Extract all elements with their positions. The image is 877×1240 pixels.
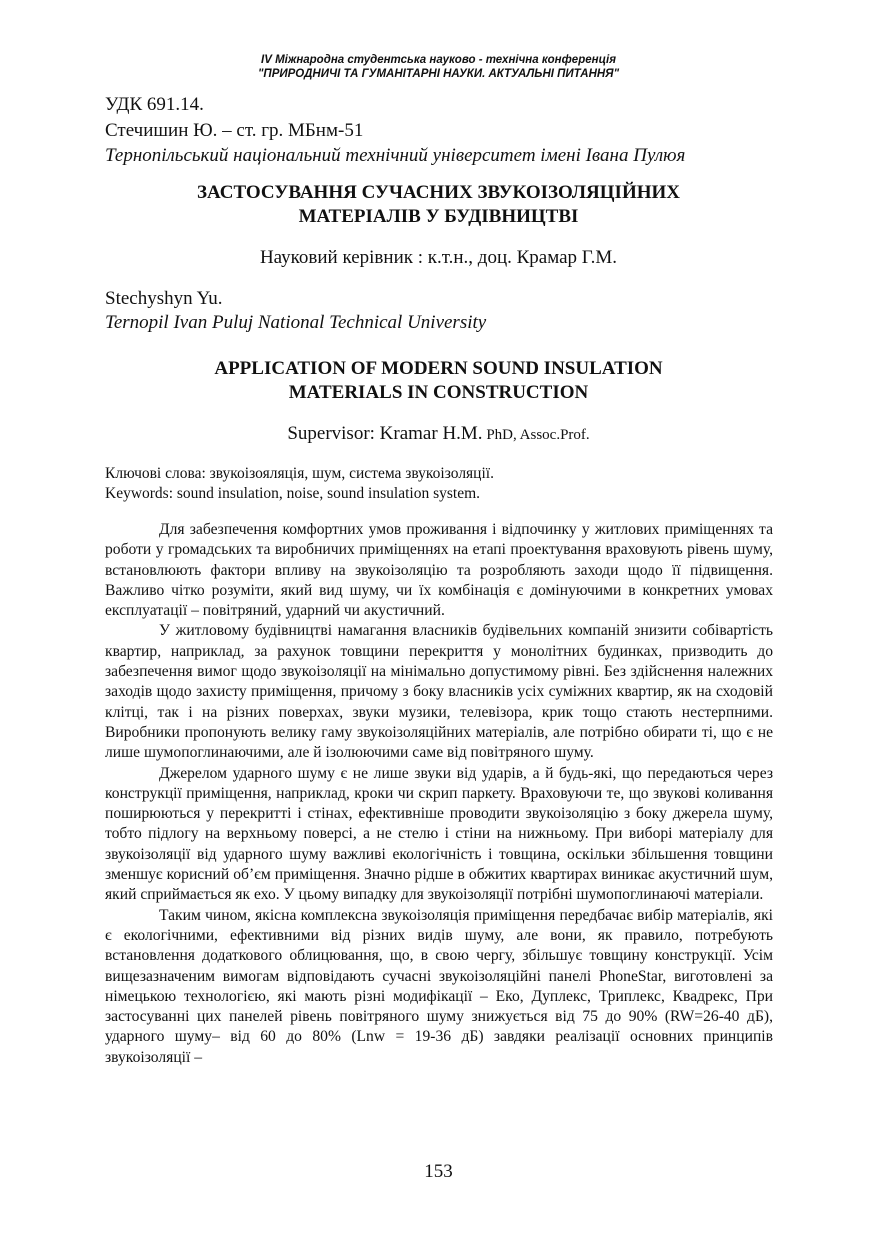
paragraph-3: Джерелом ударного шуму є не лише звуки від ударів, а й будь-які, що передаються через конструкції приміщення, наприклад, кроки чи скрип паркету. Враховуючи те, що звукові коливання поширюються у перекритті і стінах, ефективніше проводити звукоізоляцію з боку джерела шуму, тобто підлогу на верхньому поверсі, а не стелю і стіни на нижньому. При виборі матеріалу для звукоізоляції від ударного шуму важливі екологічність і товщина, оскільки збільшення товщини зменшує корисний об’єм приміщення. Значно рідше в обжитих квартирах виникає акустичний шум, який сприймається як ехо. У цьому випадку для звукоізоляції потрібні шумопоглинаючі матеріали. xyxy=(105,764,773,904)
supervisor-ua: Науковий керівник : к.т.н., доц. Крамар Г.М. xyxy=(259,247,618,268)
supervisor-en-name: Supervisor: Kramar H.M. xyxy=(287,423,483,444)
title-ua-line-2: МАТЕРІАЛІВ У БУДІВНИЦТВІ xyxy=(298,206,579,227)
author-ua: Стечишин Ю. – ст. гр. МБнм-51 xyxy=(105,120,364,141)
title-en-line-1: APPLICATION OF MODERN SOUND INSULATION xyxy=(214,358,663,379)
affiliation-en: Ternopil Ivan Puluj National Technical University xyxy=(105,312,487,333)
paragraph-1: Для забезпечення комфортних умов проживання і відпочинку у житлових приміщеннях та роботи у громадських та виробничих приміщеннях на етапі проектування враховують рівень шуму, встановлюють фактори впливу на звукоізоляцію та розробляють заходи щодо її підвищення. Важливо чітко розуміти, який вид шуму, чи їх комбінація є домінуючими в конкретних умовах експлуатації – повітряний, ударний чи акустичний. xyxy=(105,521,773,620)
paragraph-4: Таким чином, якісна комплексна звукоізоляція приміщення передбачає вибір матеріалів, які є екологічними, ефективними від різних видів шуму, але вони, як правило, потребують встановлення додаткового облицювання, що, в свою чергу, збільшує товщину конструкції. Усім вищезазначеним вимогам відповідають сучасні звукоізоляційні панелі PhoneStar, виготовлені за німецькою технологією, які мають різні модифікації – Еко, Дуплекс, Триплекс, Квадрекс, При застосуванні цих панелей рівень повітряного шуму знижується від 75 до 90% (RW=26-40 дБ), ударного шуму– від 60 до 80% (Lnw = 19-36 дБ) завдяки реалізації основних принципів звукоізоляції – xyxy=(105,906,773,1066)
affiliation-ua: Тернопільський національний технічний університет імені Івана Пулюя xyxy=(105,145,686,166)
title-en-line-2: MATERIALS IN CONSTRUCTION xyxy=(288,382,589,403)
title-ua-line-1: ЗАСТОСУВАННЯ СУЧАСНИХ ЗВУКОІЗОЛЯЦІЙНИХ xyxy=(196,182,681,203)
author-en: Stechyshyn Yu. xyxy=(105,288,223,309)
body-text xyxy=(105,520,773,1068)
paragraph-2: У житловому будівництві намагання власників будівельних компаній знизити собівартість квартир, наприклад, за рахунок товщини перекриття у монолітних будинках, призводить до забезпечення вимог щодо звукоізоляції на мінімально допустимому рівні. Без здійснення належних заходів щодо захисту приміщення, причому з боку власників усіх суміжних квартир, як на сходовій клітці, так і на різних поверхах, звуки музики, телевізора, крик тощо стають нестерпними. Виробники пропонують велику гаму звукоізоляційних матеріалів, але потрібно обирати ті, що є не лише шумопоглинаючими, але й ізолюючими саме від повітряного шуму. xyxy=(105,622,773,762)
keywords-ua: Ключові слова: звукоізояляція, шум, система звукоізоляції. xyxy=(105,465,494,482)
conference-header-line-2: "ПРИРОДНИЧІ ТА ГУМАНІТАРНІ НАУКИ. АКТУАЛЬНІ ПИТАННЯ" xyxy=(257,68,620,80)
supervisor-en xyxy=(0,422,877,447)
supervisor-en-degree: PhD, Assoc.Prof. xyxy=(482,427,590,443)
page-number: 153 xyxy=(424,1161,453,1182)
conference-header-line-1: IV Міжнародна студентська науково - технічна конференція xyxy=(261,54,616,66)
udc-code: УДК 691.14. xyxy=(105,94,204,115)
keywords-en: Keywords: sound insulation, noise, sound insulation system. xyxy=(105,485,481,502)
